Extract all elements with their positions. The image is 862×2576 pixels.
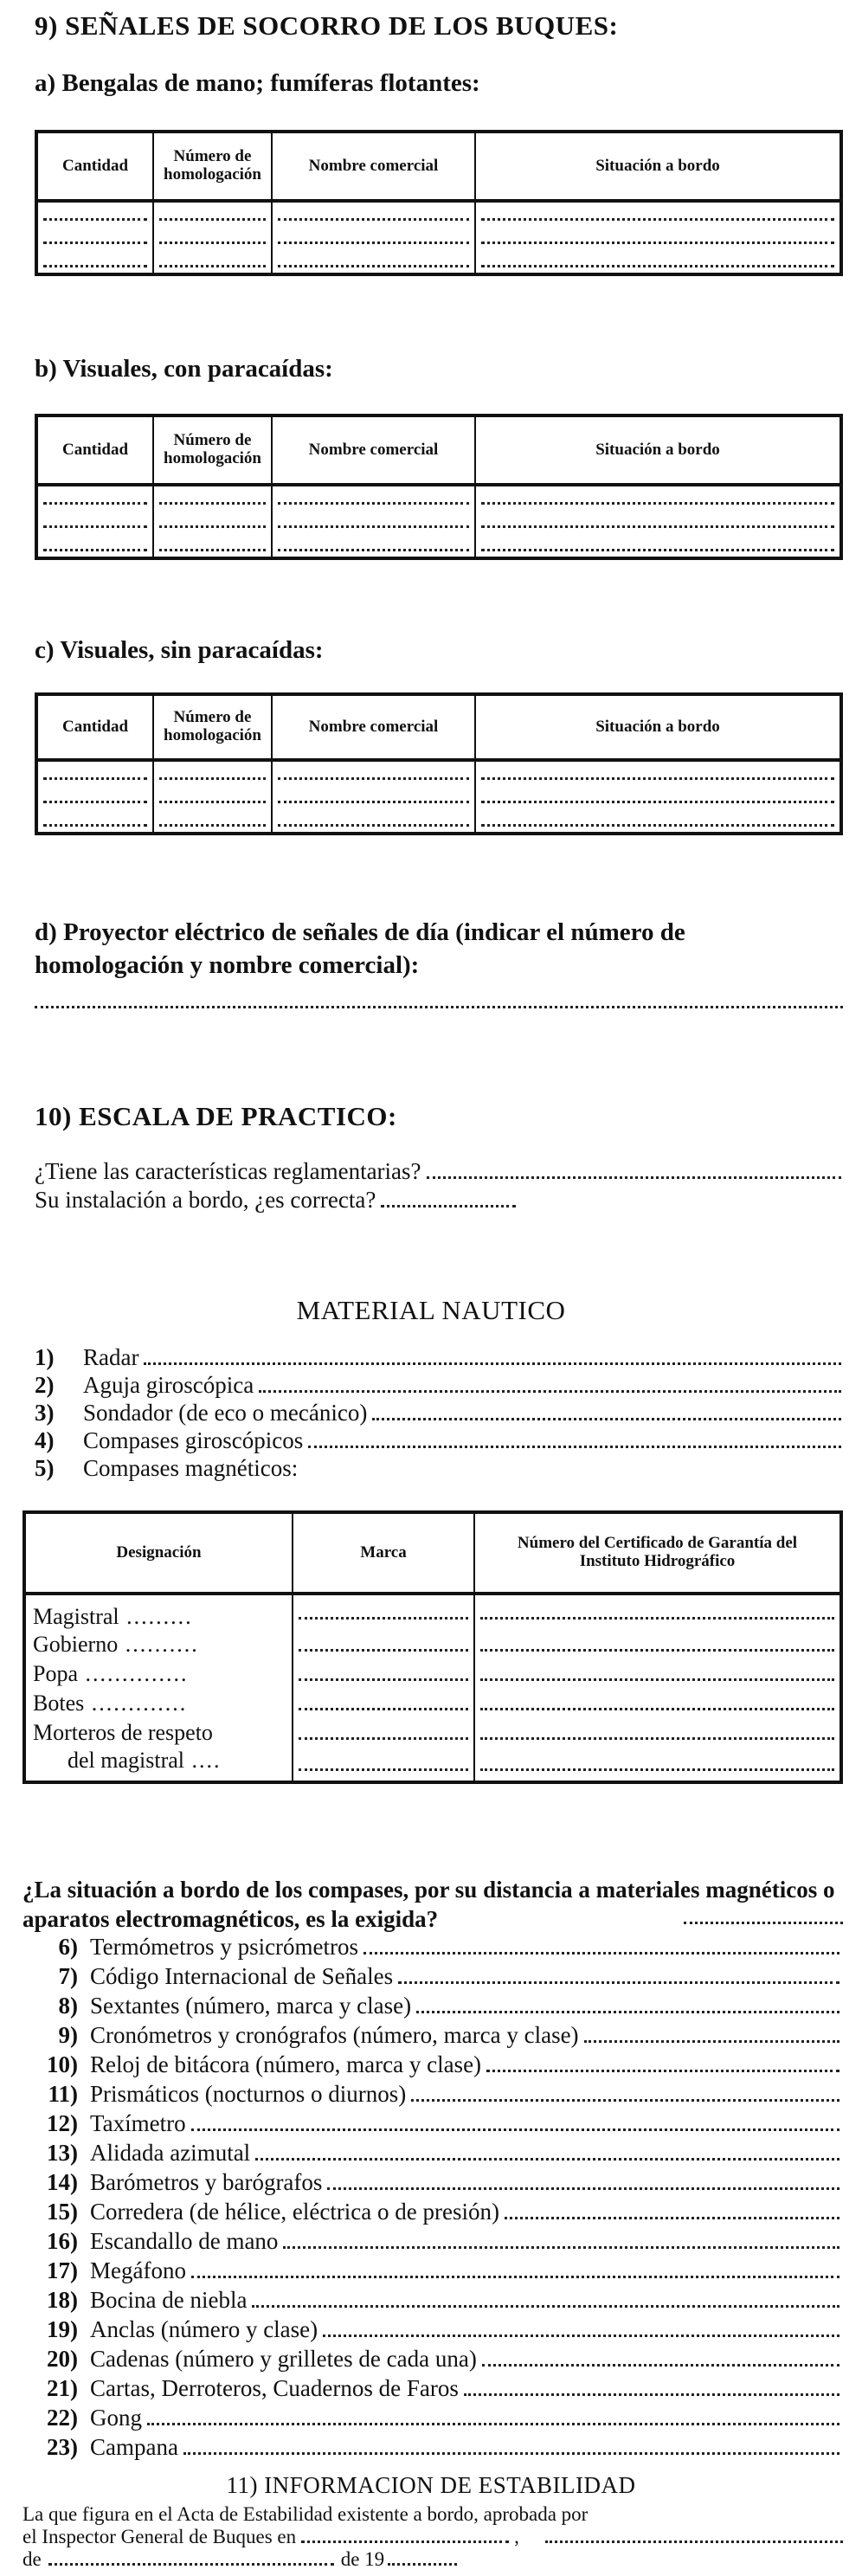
compass-row-label: Magistral: [33, 1604, 119, 1629]
item-label: Prismáticos (nocturnos o diurnos): [90, 2081, 407, 2107]
col-homologacion: Número de homologación: [153, 415, 272, 485]
nautico-item: [10, 2373, 839, 2403]
item-label: Radar: [83, 1344, 139, 1370]
col-nombre: Nombre comercial: [272, 415, 475, 485]
nautico-item: [10, 2315, 839, 2344]
item-number: 1): [35, 1344, 55, 1370]
s10-question-2-label: Su instalación a bordo, ¿es correcta?: [35, 1187, 376, 1213]
nautico-item: [10, 2285, 839, 2315]
item-label: Cartas, Derroteros, Cuadernos de Faros: [90, 2375, 459, 2401]
item-label: Escandallo de mano: [90, 2228, 279, 2254]
col-marca: Marca: [293, 1512, 474, 1594]
item-number: 3): [35, 1400, 55, 1426]
nautico-item: [35, 1342, 841, 1373]
nautico-item: [10, 2226, 839, 2256]
item-number: 17): [47, 2257, 78, 2283]
nautico-item: [10, 2256, 839, 2285]
stability-line-2-label: el Inspector General de Buques en: [23, 2526, 297, 2547]
subsection-b-title: b) Visuales, con paracaídas:: [35, 355, 333, 383]
section-9-title: 9) SEÑALES DE SOCORRO DE LOS BUQUES:: [35, 10, 619, 41]
item-number: 11): [48, 2081, 78, 2107]
section-11-title: 11) INFORMACION DE ESTABILIDAD: [226, 2472, 636, 2498]
nautico-item: [10, 1961, 839, 1991]
item-label: Anclas (número y clase): [90, 2316, 318, 2342]
col-situacion: Situación a bordo: [475, 415, 841, 485]
s10-question-1-label: ¿Tiene las características reglamentarias?: [35, 1158, 421, 1184]
material-nautico-title: MATERIAL NAUTICO: [296, 1295, 566, 1325]
item-number: 8): [58, 1993, 78, 2019]
item-label: Megáfono: [90, 2257, 186, 2283]
signals-table-c: [35, 692, 843, 835]
item-number: 5): [35, 1455, 55, 1481]
col-designacion: Designación: [24, 1512, 293, 1594]
item-number: 13): [47, 2140, 78, 2166]
item-label: Compases magnéticos:: [83, 1455, 299, 1481]
col-situacion: Situación a bordo: [475, 694, 841, 760]
nautico-item: [10, 1932, 839, 1961]
nautico-item: [10, 2109, 839, 2138]
stability-line-2: el Inspector General de Buques en ,: [23, 2526, 843, 2548]
s10-question-1: [35, 1156, 841, 1187]
compass-row-label: Botes: [33, 1690, 85, 1716]
item-number: 10): [47, 2051, 78, 2077]
item-number: 23): [47, 2434, 78, 2460]
col-cantidad: Cantidad: [36, 415, 153, 485]
nautico-item: [10, 2197, 839, 2226]
col-certificado: Número del Certificado de Garantía del Instituto Hidrográfico: [474, 1512, 841, 1594]
col-cantidad: Cantidad: [36, 132, 153, 201]
item-label: Corredera (de hélice, eléctrica o de presión): [90, 2199, 499, 2225]
compass-row-label: del magistral: [68, 1748, 185, 1773]
item-number: 12): [47, 2110, 78, 2136]
item-label: Compases giroscópicos: [83, 1427, 304, 1453]
compass-row-label: Popa: [33, 1661, 78, 1686]
col-homologacion: Número de homologación: [153, 132, 272, 201]
compass-question: ¿La situación a bordo de los compases, por su distancia a materiales magnéticos o aparatos electromagnéticos, es la exigida?: [23, 1877, 835, 1932]
item-number: 7): [58, 1963, 78, 1989]
col-cantidad: Cantidad: [36, 694, 153, 760]
item-label: Sextantes (número, marca y clase): [90, 1993, 412, 2019]
nautico-item: [10, 2432, 839, 2462]
nautico-item: [35, 1452, 841, 1484]
signals-table-b: [35, 414, 843, 560]
nautico-item: [10, 2167, 839, 2197]
item-number: 2): [35, 1372, 55, 1398]
nautico-item: [35, 1425, 841, 1456]
item-number: 20): [47, 2346, 78, 2372]
nautico-item: [10, 2344, 839, 2373]
col-nombre: Nombre comercial: [272, 132, 475, 201]
item-number: 15): [47, 2199, 78, 2225]
item-label: Taxímetro: [90, 2110, 186, 2136]
item-label: Campana: [90, 2434, 178, 2460]
item-label: Cronómetros y cronógrafos (número, marca y clase): [90, 2022, 579, 2048]
nautico-item: [10, 2138, 839, 2167]
item-label: Sondador (de eco o mecánico): [83, 1400, 368, 1426]
item-number: 16): [47, 2228, 78, 2254]
s10-question-2: [35, 1184, 516, 1215]
item-number: 6): [58, 1934, 78, 1960]
compass-row-label: Morteros de respeto: [33, 1720, 213, 1745]
compass-table: Designación Marca Número del Certificado de Garantía del Instituto Hidrográfico Magistral ......... Gobierno .......... Popa .............. Botes ............. Morteros de respeto del magistral ....: [23, 1510, 843, 1784]
item-number: 14): [47, 2169, 78, 2195]
col-homologacion: Número de homologación: [153, 694, 272, 760]
nautico-item: [35, 1397, 841, 1428]
item-number: 21): [47, 2375, 78, 2401]
item-label: Reloj de bitácora (número, marca y clase): [90, 2051, 482, 2077]
subsection-c-title: c) Visuales, sin paracaídas:: [35, 636, 324, 664]
compass-row-label: Gobierno: [33, 1632, 119, 1657]
item-label: Termómetros y psicrómetros: [90, 1934, 359, 1960]
nautico-item: [10, 2020, 839, 2050]
col-situacion: Situación a bordo: [475, 132, 841, 201]
item-label: Cadenas (número y grilletes de cada una): [90, 2346, 477, 2372]
item-label: Alidada azimutal: [90, 2140, 251, 2166]
col-nombre: Nombre comercial: [272, 694, 475, 760]
subsection-d-title: d) Proyector eléctrico de señales de día (indicar el número de homologación y nombre comercial):: [35, 918, 685, 979]
section-10-title: 10) ESCALA DE PRACTICO:: [35, 1101, 397, 1131]
subsection-d-fill-line: [35, 1006, 843, 1008]
item-label: Aguja giroscópica: [83, 1372, 254, 1398]
nautico-item: [10, 2050, 839, 2079]
item-number: 9): [58, 2022, 78, 2048]
stability-line-3: [23, 2548, 457, 2571]
item-label: Bocina de niebla: [90, 2287, 248, 2313]
item-label: Gong: [90, 2405, 142, 2431]
item-label: Código Internacional de Señales: [90, 1963, 394, 1989]
compass-question-fill: [684, 1922, 843, 1924]
signals-table-a: [35, 130, 843, 276]
item-number: 19): [47, 2316, 78, 2342]
stability-line-3-year: de 19: [340, 2548, 385, 2570]
nautico-item: [10, 2079, 839, 2109]
stability-line-3-de: de: [23, 2548, 42, 2570]
item-number: 22): [47, 2405, 78, 2431]
nautico-item: [10, 2403, 839, 2432]
item-number: 18): [47, 2287, 78, 2313]
subsection-a-title: a) Bengalas de mano; fumíferas flotantes:: [35, 69, 480, 97]
nautico-item: [10, 1991, 839, 2020]
stability-line-1: La que figura en el Acta de Estabilidad existente a bordo, aprobada por: [23, 2503, 589, 2525]
item-number: 4): [35, 1427, 55, 1453]
nautico-item: [35, 1369, 841, 1401]
item-label: Barómetros y barógrafos: [90, 2169, 323, 2195]
